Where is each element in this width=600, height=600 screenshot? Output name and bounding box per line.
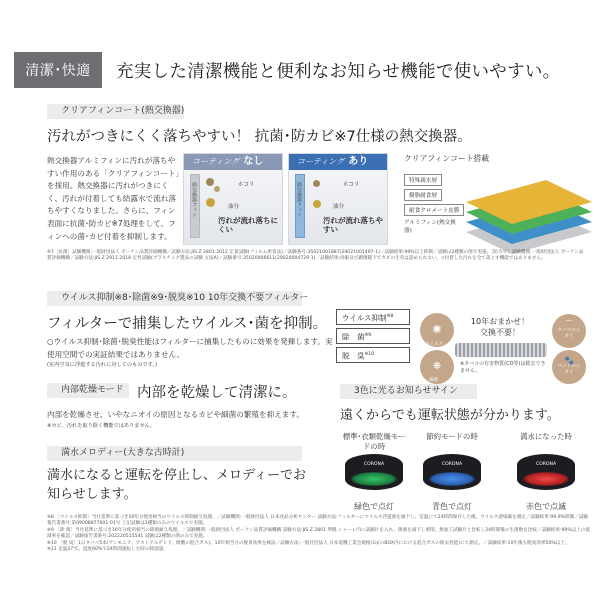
sign-green: [340, 432, 408, 512]
panel-with-msg: 汚れが流れ落ちやすい: [323, 216, 383, 234]
lamp-glow-green: [351, 472, 397, 486]
clear-fin-note: ※7［抗菌］試験機関:一般財団法人 ボーケン品質評価機構／試験方法:JIS Z 2801:2012 定量試験(フィルム密着法)／試験番号:35021001887(29021001497-1)／試験結果:99%以上抑制／試験は2種類の菌で実施。［防カビ］試験機関:一般財団法人 ボーケン品質評価機構／試験方法:JIS Z 2911:2018 定性試験(プラスチック製品の試験 方法A)／試験番号:35020006611(29020004729-1)／試験結果:肉眼及び顕微鏡下でカビの生育は認められない。◇付着した汚れを全て落とす機能ではありません。: [47, 250, 584, 262]
dust-label: ホコリ: [238, 182, 255, 188]
sign-blue: [418, 432, 486, 512]
footnote: ※10 ［脱 臭］1日タバコ5本(アンモニア、アセトアルデヒド、酢酸の混合ガス)、10年相当分の脱臭効果を検証／試験方法:一般社団法人 日本電機工業会規格(1㎥のBOX内における混合ガスの除去性能)にて測定。／試験結果:10年後も脱臭効果50%以上。: [47, 540, 570, 546]
filter-body-small: (室内空気に浮遊する汚れに対してのものです。): [47, 362, 157, 369]
sign-head: 節約モードの時: [426, 432, 478, 441]
dry-note: ※カビ、汚れを取り除く機能ではありません。: [47, 422, 156, 429]
oil-label: 油分: [333, 204, 345, 210]
lamp-glow-blue: [429, 472, 475, 486]
filter-label: ウイルス抑制※8･除菌※9･脱臭※10 10年交換不要フィルター: [47, 291, 302, 306]
pet-icon: 🐾 ペットのニオイ: [552, 350, 586, 384]
lamp-graphic: [345, 454, 403, 490]
dust-particle: [313, 180, 320, 187]
dry-body-text: 内部を乾燥させ、いやなニオイの原因となるカビや細菌の繁殖を抑えます。: [47, 410, 304, 419]
dry-body: [47, 409, 347, 430]
bacteria-icon: ❋: [420, 350, 454, 384]
sign-foot: 青色で点灯: [432, 502, 472, 511]
dust-particle: [206, 178, 214, 186]
layer-label: 耐食クロメート皮膜: [404, 204, 464, 216]
sign-head: 標準･衣類乾燥モードの時: [342, 432, 406, 451]
signs-label: 3色に光るお知らせサイン: [340, 384, 477, 399]
filter-body-text: ○ウイルス抑制･除菌･脱臭性能はフィルターに捕集したものに効果を発揮します。実使用空間での実証結果ではありません。: [47, 337, 333, 359]
dust-particle: [214, 186, 220, 192]
sign-red: [512, 432, 580, 512]
oil-drop: [206, 198, 215, 207]
dry-label: 内部乾燥モード: [47, 383, 129, 398]
layer-label: 特殊親水層: [404, 174, 442, 186]
sign-foot: 赤色で点滅: [526, 502, 566, 511]
ten-year-promise: 10年おまかせ！ 交換不要！: [470, 317, 530, 337]
lamp-glow-red: [523, 472, 569, 486]
filter-box-bacteria: 除 菌$^{※9}$: [336, 328, 410, 344]
lamp-graphic: [423, 454, 481, 490]
page-title: 充実した清潔機能と便利なお知らせ機能で使いやすい。: [116, 62, 561, 82]
filter-title: フィルターで捕集したウイルス･菌を抑制。: [47, 316, 328, 332]
lamp-graphic: [517, 454, 575, 490]
melody-title: 満水になると運転を停止し、メロディーでお知らせします。: [47, 468, 306, 502]
virus-icon: ✺: [420, 313, 454, 347]
tobacco-note: ※タバコの有害物質(CO等)は除去できません。: [460, 361, 546, 374]
footnote: ※8 ［ウイルス抑制］当社基準に基づき10年分使用相当のウイルス抑制耐久処理。／試験機関:一般財団法人 日本食品分析センター 試験方法:フィルターにウイルス浮遊液を滴下し、室温にて24時間保存した後、ウイルス感染価を測定／試験結果:99.9%抑制／試験報告書番号:第09008877001-01号 上記試験は1種類のみのウイルスで実施。: [47, 515, 588, 527]
melody-label: 満水メロディー(大きな古時計): [47, 446, 302, 461]
section-tag: 清潔･快適: [14, 52, 102, 88]
layer-label: 樹脂耐食層: [404, 189, 442, 201]
lamp-brand: CORONA: [441, 462, 463, 467]
fin-label: 熱交換器フィン: [296, 182, 302, 217]
diagram-title: クリアフィンコート搭載: [404, 154, 490, 163]
filter-body: [47, 336, 337, 369]
panel-without-head: コーティング なし: [184, 154, 282, 170]
panel-with-coating: [288, 153, 388, 245]
filter-graphic: [455, 343, 547, 357]
footnote: ※9 ［除 菌］当社基準に基づき10年分使用相当の除菌耐久処理。／試験機関:一般財団法人 ボーケン品質評価機構 試験方法:JIS Z 2801 準拠 シャーレ内に試験片を入れ、菌液を滴下し密閉、無加工試験片と比較し24時間後の生菌数を比較／試験結果:99%以上の低減率を確認／試験報告書番号:202220515541 試験は2種類の菌のみで実施。: [47, 527, 591, 540]
panel-without-coating: [183, 153, 283, 245]
dust-label: ホコリ: [343, 182, 360, 188]
virus-caption: ウイルス: [425, 342, 444, 347]
filter-box-odor: 脱 臭$^{※10}$: [336, 347, 410, 363]
panel-without-msg: 汚れが流れ落ちにくい: [218, 216, 278, 234]
oil-drop: [313, 200, 321, 208]
sign-foot: 緑色で点灯: [354, 502, 394, 511]
fin-label: 熱交換器フィン: [191, 182, 197, 217]
bacteria-caption: 細菌: [429, 378, 439, 383]
lamp-brand: CORONA: [363, 462, 385, 467]
clear-fin-body: 熱交換器アルミフィンに汚れが落ちやすい作用のある「クリアフィンコート」を採用。熱交換器に汚れがつきにくく、汚れが付着しても結露水で流れ落ちやすくなりました。さらに、フィン表面に抗菌･防カビ※7処理をして、フィンへの菌･カビ付着を抑制します。: [47, 156, 180, 241]
lamp-brand: CORONA: [535, 462, 557, 467]
panel-with-head: コーティング あり: [289, 154, 387, 170]
clear-fin-title: 汚れがつきにくく落ちやすい！ 抗菌･防カビ※7仕様の熱交換器。: [47, 129, 472, 145]
tobacco-icon: ⌒ タバコのニオイ: [552, 314, 586, 348]
oil-label: 油分: [228, 204, 240, 210]
filter-box-virus: ウイルス抑制$^{※8}$: [336, 309, 410, 325]
clear-fin-label: クリアフィンコート(熱交換器): [47, 104, 184, 119]
footnotes: [47, 515, 592, 553]
sign-head: 満水になった時: [520, 432, 572, 441]
dry-title: 内部を乾燥して清潔に。: [137, 385, 297, 401]
footnote: ※11 室温27℃、湿度60%で24時間運転した時の除湿量。: [47, 547, 168, 553]
layer-label-aluminum: アルミフィン(熱交換器): [404, 220, 456, 234]
signs-title: 遠くからでも運転状態が分かります。: [340, 408, 560, 423]
